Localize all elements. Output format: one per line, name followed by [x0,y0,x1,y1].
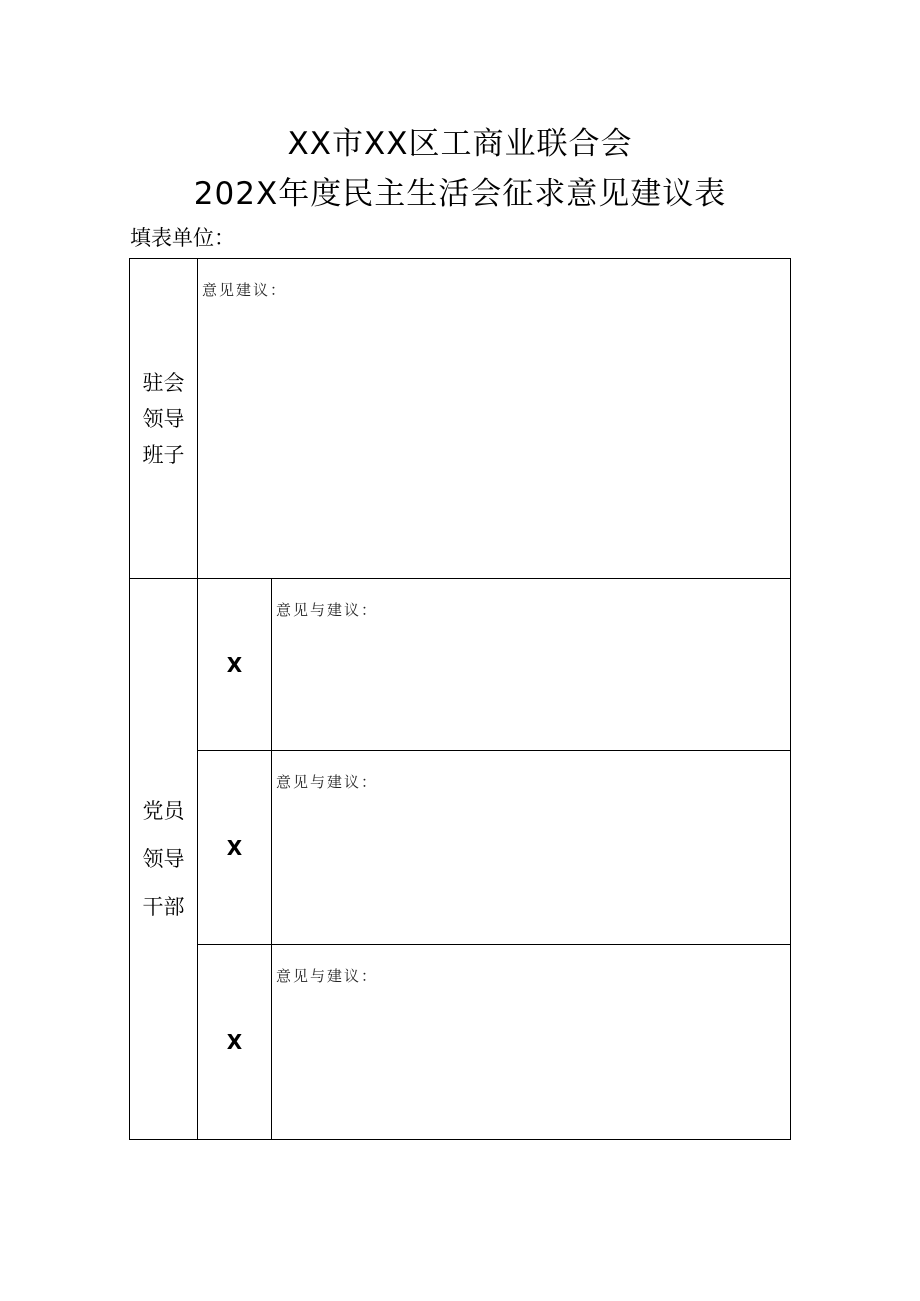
category-resident-leadership [130,259,198,579]
category-line: 党员 [142,799,185,823]
cadre-row [130,751,791,945]
cadre-row [130,945,791,1140]
fill-unit-label: 填表单位： [130,226,235,250]
cadre-name-cell [198,579,272,751]
opinion-field-cadre[interactable] [272,751,791,945]
category-line: 班子 [142,442,185,467]
opinion-field-cadre[interactable] [272,579,791,751]
cadre-name: X [226,1030,243,1054]
cadre-row [130,579,791,751]
opinion-prompt: 意见建议： [202,281,288,299]
opinion-prompt: 意见与建议： [276,967,379,985]
cadre-name: X [226,835,243,860]
cadre-name: X [226,652,243,677]
category-line: 驻会 [142,370,185,395]
title-line-2: 202X年度民主生活会征求意见建议表 [193,176,727,212]
title-line-1: XX市XX区工商业联合会 [287,126,633,162]
category-line: 领导 [142,847,185,871]
opinion-field-cadre[interactable] [272,945,791,1140]
resident-leadership-row [130,259,791,579]
category-line: 领导 [142,406,185,431]
cadre-name-cell [198,945,272,1140]
cadre-name-cell [198,751,272,945]
category-line: 干部 [142,895,185,919]
opinion-form-table [129,258,791,1140]
opinion-prompt: 意见与建议： [276,601,379,619]
opinion-prompt: 意见与建议： [276,773,379,791]
opinion-field-resident-leadership[interactable] [198,259,791,579]
category-party-cadres [130,579,198,1140]
